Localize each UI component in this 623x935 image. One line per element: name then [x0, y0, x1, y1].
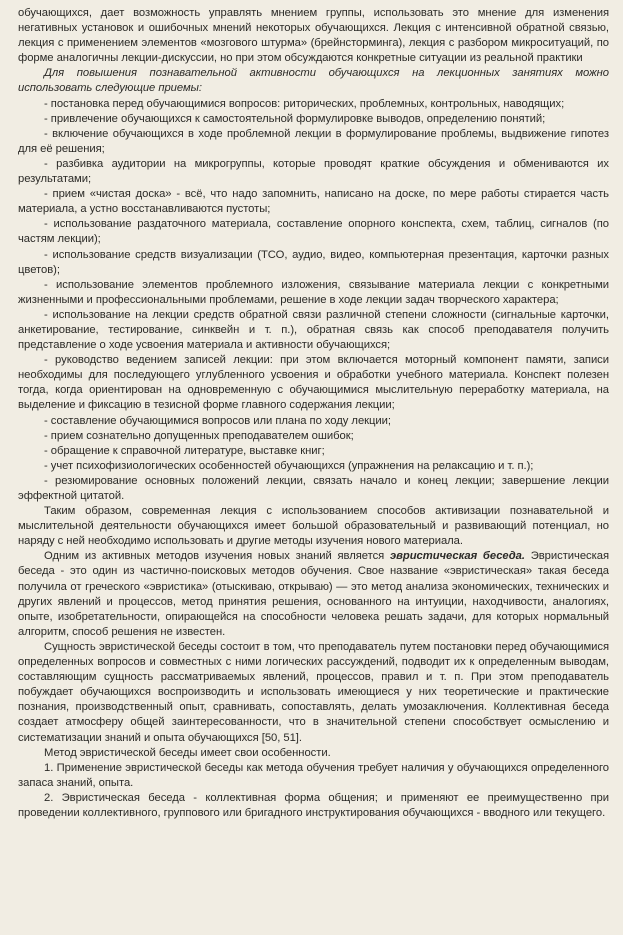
list-item: - прием сознательно допущенных преподавателем ошибок; [44, 429, 354, 442]
section-heading: Для повышения познавательной активности обучающихся на лекционных занятиях можно использовать следующие приемы: [18, 67, 609, 95]
list-item: - включение обучающихся в ходе проблемной лекции в формулирование проблемы, выдвижение гипотез для её решения; [18, 127, 609, 155]
list-item: - обращение к справочной литературе, выставке книг; [44, 444, 325, 457]
list-item: - использование раздаточного материала, составление опорного конспекта, схем, таблиц, сигналов (по частям лекции); [18, 218, 609, 246]
list-item: - учет психофизиологических особенностей обучающихся (упражнения на релаксацию и т. п.); [44, 459, 534, 472]
emphasis-term: эвристическая беседа. [389, 550, 525, 563]
paragraph: Метод эвристической беседы имеет свои особенности. [44, 746, 331, 759]
techniques-list [18, 97, 609, 505]
paragraph: Таким образом, современная лекция с использованием способов активизации познавательной и мыслительной деятельности обучающихся имеет большой образовательный и развивающий потенциал, но наряду с ней необходимо использовать и другие методы изучения нового материала. [18, 505, 609, 548]
paragraph-heuristic-intro [18, 549, 609, 640]
list-item: - разбивка аудитории на микрогруппы, которые проводят краткие обсуждения и обмениваются их результатами; [18, 157, 609, 186]
list-item: - использование средств визуализации (ТСО, аудио, видео, компьютерная презентация, карточки разных цветов); [18, 248, 609, 276]
list-item: - руководство ведением записей лекции: при этом включается моторный компонент памяти, записи необходимы для последующего углубленного усвоения и обработки учебного материала. Конспект полезен тогда, когда ориентирован на одновременную с обучающимися мыслительную переработку материала, на выделение и фиксацию в тезисной форме главного содержания лекции; [18, 354, 609, 412]
numbered-item: 1. Применение эвристической беседы как метода обучения требует наличия у обучающихся определенного запаса знаний, опыта. [18, 761, 609, 789]
list-item: - привлечение обучающихся к самостоятельной формулировке выводов, определению понятий; [44, 112, 546, 125]
list-item: - прием «чистая доска» - всё, что надо запомнить, написано на доске, по мере работы стирается часть материала, а устно восстанавливаются пустоты; [18, 188, 609, 216]
text-run: Одним из активных методов изучения новых знаний является [44, 550, 390, 563]
text-run: Эвристическая беседа - это один из частично-поисковых методов обучения. Свое название «эвристическая» такая беседа получила от греческого «эвристика» (отыскиваю, открываю) — это метод анализа экономических, технических и других явлений и процессов, метод принятия решения, основанного на интуиции, находчивости, аналогиях, опыте, изобретательности, опирающейся на способности человека решать задачи, для которых нормальный алгоритм, способ решения не известен. [18, 550, 609, 638]
paragraph: Сущность эвристической беседы состоит в том, что преподаватель путем постановки перед обучающимися определенных вопросов и совместных с ними логических рассуждений, подводит их к определенным выводам, составляющим сущность рассматриваемых явлений, процессов, правил и т. п. При этом преподаватель побуждает обучающихся воспроизводить и использовать имеющиеся у них теоретические и практические познания, производственный опыт, сравнивать, сопоставлять, делать умозаключения. Коллективная беседа создает атмосферу общей заинтересованности, что в значительной степени способствует осмыслению и систематизации знаний и опыта обучающихся [50, 51]. [18, 640, 609, 744]
list-item: - постановка перед обучающимися вопросов: риторических, проблемных, контрольных, наводящих; [44, 97, 565, 110]
list-item: - использование элементов проблемного изложения, связывание материала лекции с конкретными жизненными и профессиональными проблемами, решение в ходе лекции задач творческого характера; [18, 278, 609, 306]
paragraph: обучающихся, дает возможность управлять мнением группы, использовать это мнение для изменения негативных установок и ошибочных мнений некоторых обучающихся. Лекция с интенсивной обратной связью, лекция с применением элементов «мозгового штурма» (брейнсторминга), лекция с разбором микроситуаций, по форме аналогичны лекции-дискуссии, но при этом обсуждаются конкретные ситуации из реальной практики [18, 7, 609, 65]
list-item: - использование на лекции средств обратной связи различной степени сложности (сигнальные карточки, анкетирование, тестирование, синквейн и т. п.), обратная связь как способ преподавателя получить представление о ходе усвоения материала и активности обучающихся; [18, 308, 609, 352]
numbered-item: 2. Эвристическая беседа - коллективная форма общения; и применяют ее преимущественно при проведении коллективного, группового или бригадного инструктирования обучающихся - вводного или текущего. [18, 791, 609, 819]
list-item: - составление обучающимися вопросов или плана по ходу лекции; [44, 414, 391, 427]
list-item: - резюмирование основных положений лекции, связать начало и конец лекции; завершение лекции эффектной цитатой. [18, 474, 609, 502]
